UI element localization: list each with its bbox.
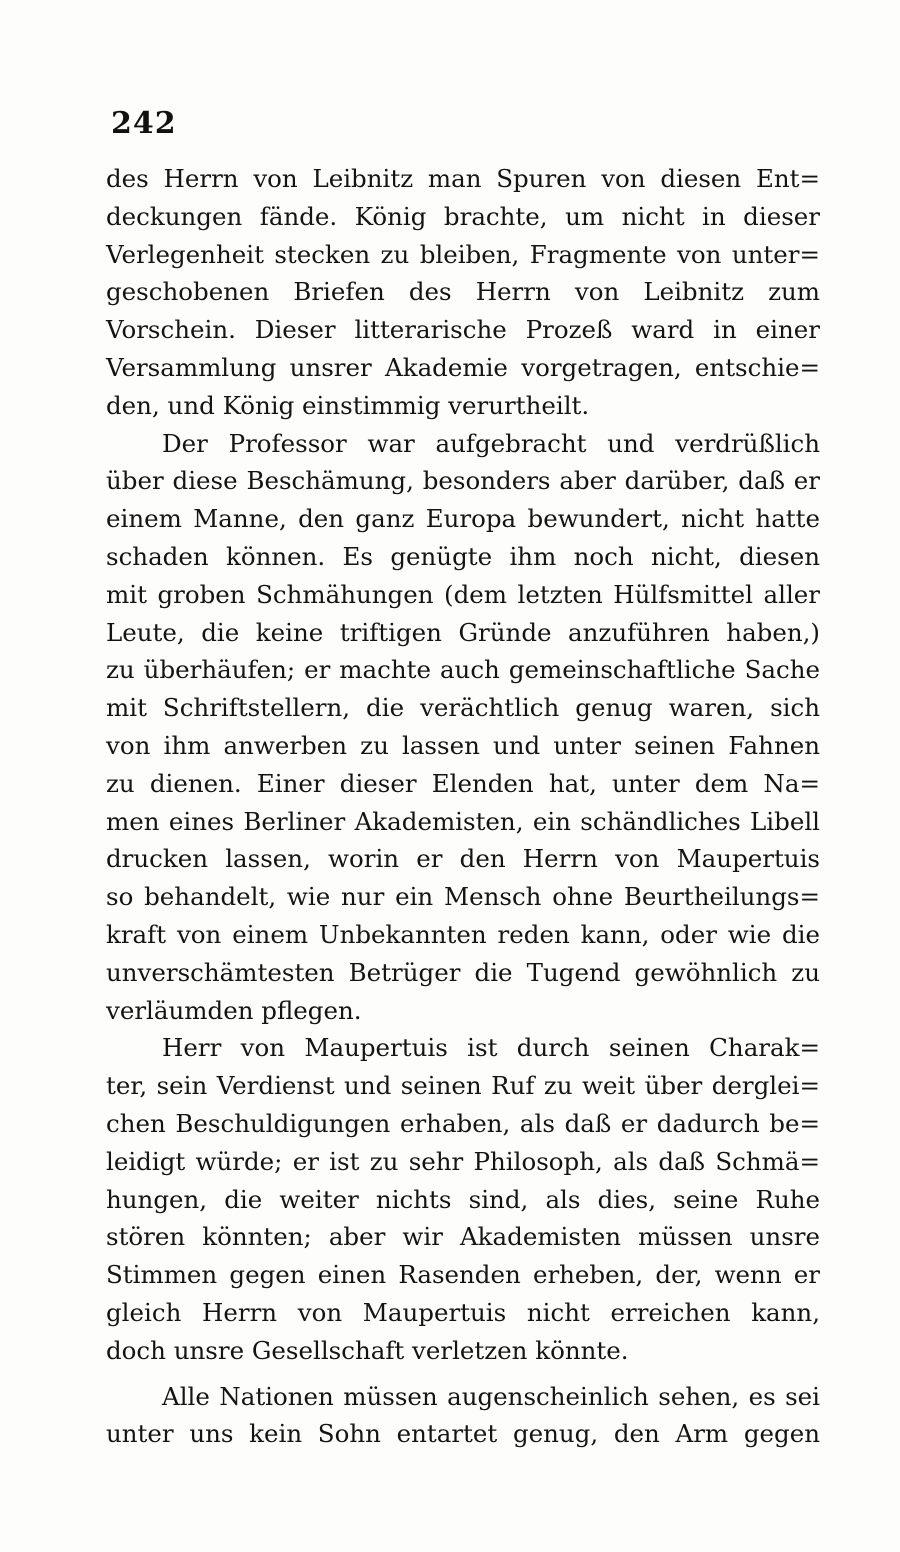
text-line: so behandelt, wie nur ein Mensch ohne Beurtheilungs= [106,882,820,912]
text-line: über diese Beschämung, besonders aber darüber, daß er [106,466,820,496]
text-line: deckungen fände. König brachte, um nicht in dieser [106,201,820,231]
text-line: ter, sein Verdienst und seinen Ruf zu weit über derglei= [106,1071,820,1101]
text-line: mit Schriftstellern, die verächtlich genug waren, sich [106,693,820,723]
text-line: geschobenen Briefen des Herrn von Leibnitz zum [106,277,820,307]
text-line: den, und König einstimmig verurtheilt. [106,390,590,420]
paragraph [106,425,820,1030]
text-line: unverschämtesten Betrüger die Tugend gewöhnlich zu [106,957,820,987]
text-line: mit groben Schmähungen (dem letzten Hülfsmittel aller [106,579,820,609]
text-line: unter uns kein Sohn entartet genug, den Arm gegen [106,1419,820,1449]
text-line: Vorschein. Dieser litterarische Prozeß ward in einer [106,315,820,345]
text-line: Alle Nationen müssen augenscheinlich sehen, es sei [162,1381,820,1411]
text-line: leidigt würde; er ist zu sehr Philosoph, als daß Schmä= [106,1146,820,1176]
text-line: stören könnten; aber wir Akademisten müssen unsre [106,1222,820,1252]
text-line: von ihm anwerben zu lassen und unter seinen Fahnen [106,730,820,760]
text-line: Versammlung unsrer Akademie vorgetragen, entschie= [106,352,820,382]
text-line: Herr von Maupertuis ist durch seinen Charak= [162,1033,820,1063]
text-line: schaden können. Es genügte ihm noch nicht, diesen [106,541,820,571]
text-line: hungen, die weiter nichts sind, als dies, seine Ruhe [106,1184,820,1214]
paragraph [106,160,820,425]
text-line: Verlegenheit stecken zu bleiben, Fragmente von unter= [106,239,820,269]
body-text [106,160,820,1453]
paragraph [106,1378,820,1454]
text-line: einem Manne, den ganz Europa bewundert, nicht hatte [106,504,820,534]
text-line: Stimmen gegen einen Rasenden erheben, der, wenn er [106,1260,820,1290]
text-line: zu dienen. Einer dieser Elenden hat, unter dem Na= [106,768,820,798]
text-line: verläumden pflegen. [106,995,362,1025]
paragraph [106,1029,820,1369]
text-line: des Herrn von Leibnitz man Spuren von diesen Ent= [106,164,820,193]
text-line: gleich Herrn von Maupertuis nicht erreichen kann, [106,1297,820,1327]
text-line: doch unsre Gesellschaft verletzen könnte. [106,1335,629,1365]
text-line: chen Beschuldigungen erhaben, als daß er dadurch be= [106,1108,820,1138]
text-line: Der Professor war aufgebracht und verdrüßlich [162,428,820,458]
text-line: men eines Berliner Akademisten, ein schändliches Libell [106,806,820,836]
text-line: kraft von einem Unbekannten reden kann, oder wie die [106,919,820,949]
text-line: drucken lassen, worin er den Herrn von Maupertuis [106,844,820,874]
text-line: zu überhäufen; er machte auch gemeinschaftliche Sache [106,655,820,685]
text-line: Leute, die keine triftigen Gründe anzuführen haben,) [106,617,820,647]
page-number: 242 [111,106,177,141]
